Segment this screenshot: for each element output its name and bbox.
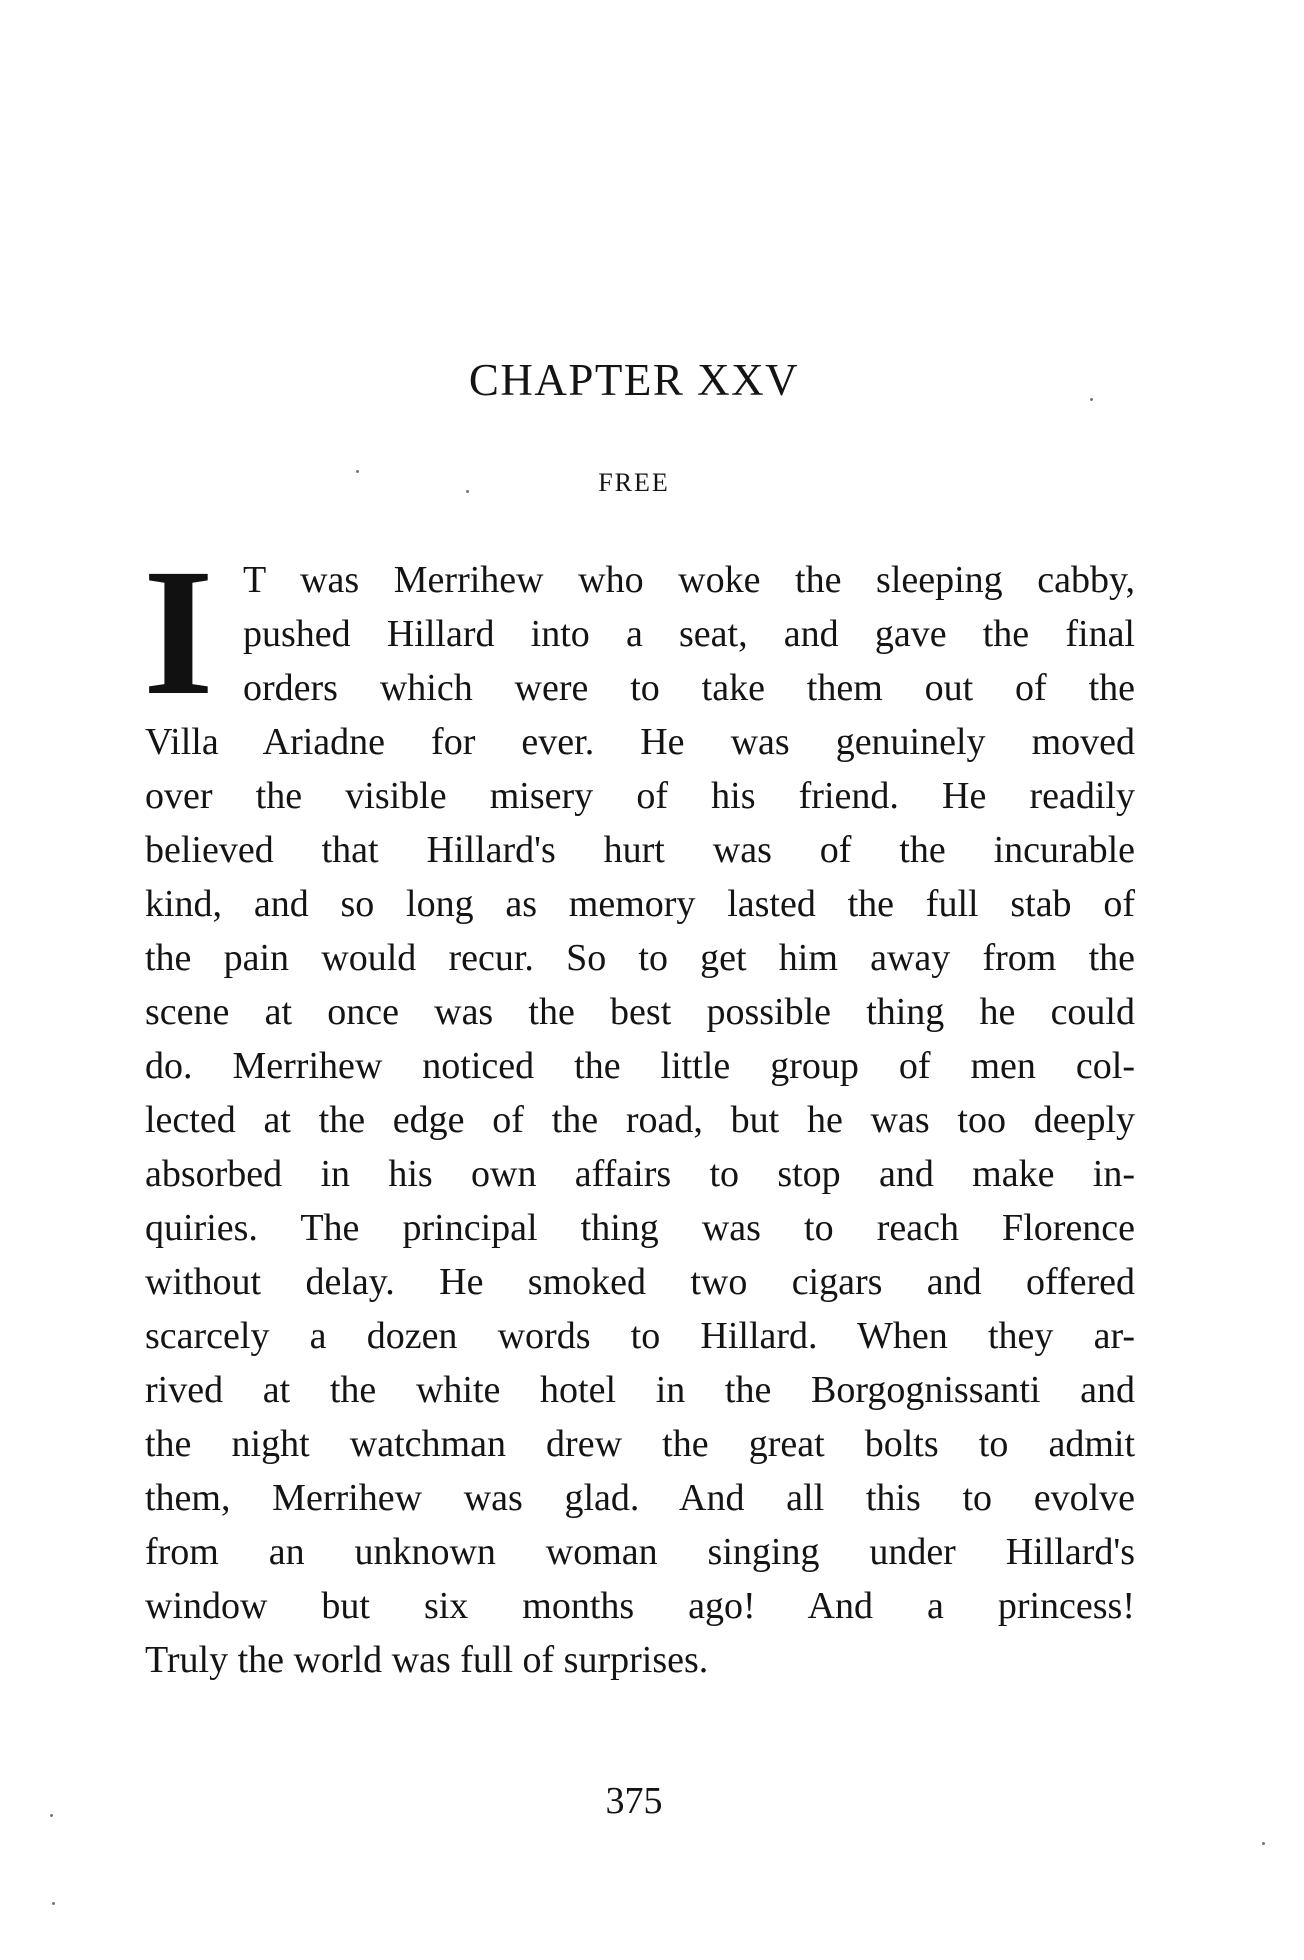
text-line: pushed Hillard into a seat, and gave the final — [243, 613, 1135, 655]
chapter-heading: CHAPTER XXV — [468, 355, 800, 405]
text-line: absorbed in his own affairs to stop and make in- — [145, 1153, 1135, 1195]
scan-speck — [1090, 398, 1093, 401]
scan-speck — [50, 1814, 53, 1817]
text-line: window but six months ago! And a princess! — [145, 1585, 1135, 1627]
text-line: orders which were to take them out of the — [243, 667, 1135, 709]
text-line: kind, and so long as memory lasted the full stab of — [145, 883, 1135, 925]
text-line: lected at the edge of the road, but he was too deeply — [145, 1099, 1135, 1141]
text-line: them, Merrihew was glad. And all this to evolve — [145, 1477, 1135, 1519]
body-paragraph — [143, 532, 1135, 1687]
text-line: the pain would recur. So to get him away from the — [145, 937, 1135, 979]
text-line: quiries. The principal thing was to reach Florence — [145, 1207, 1135, 1249]
drop-cap: I — [143, 532, 214, 733]
text-line: believed that Hillard's hurt was of the incurable — [145, 829, 1135, 871]
text-line: without delay. He smoked two cigars and offered — [145, 1261, 1135, 1303]
text-line: the night watchman drew the great bolts to admit — [145, 1423, 1135, 1465]
text-line: scene at once was the best possible thing he could — [145, 991, 1135, 1033]
chapter-title: FREE — [598, 468, 670, 497]
page-number: 375 — [605, 1780, 663, 1822]
text-line: scarcely a dozen words to Hillard. When they ar- — [145, 1315, 1135, 1357]
text-line: from an unknown woman singing under Hillard's — [145, 1531, 1135, 1573]
text-line: Villa Ariadne for ever. He was genuinely moved — [145, 721, 1135, 763]
text-line: do. Merrihew noticed the little group of men col- — [145, 1045, 1135, 1087]
scan-speck — [356, 470, 359, 473]
text-line: over the visible misery of his friend. He readily — [145, 775, 1135, 817]
scan-speck — [1262, 1842, 1265, 1845]
text-line: T was Merrihew who woke the sleeping cabby, — [243, 559, 1135, 601]
text-line: rived at the white hotel in the Borgognissanti and — [145, 1369, 1135, 1411]
scan-speck — [52, 1902, 55, 1905]
text-line: Truly the world was full of surprises. — [145, 1639, 709, 1681]
scan-speck — [466, 490, 469, 493]
